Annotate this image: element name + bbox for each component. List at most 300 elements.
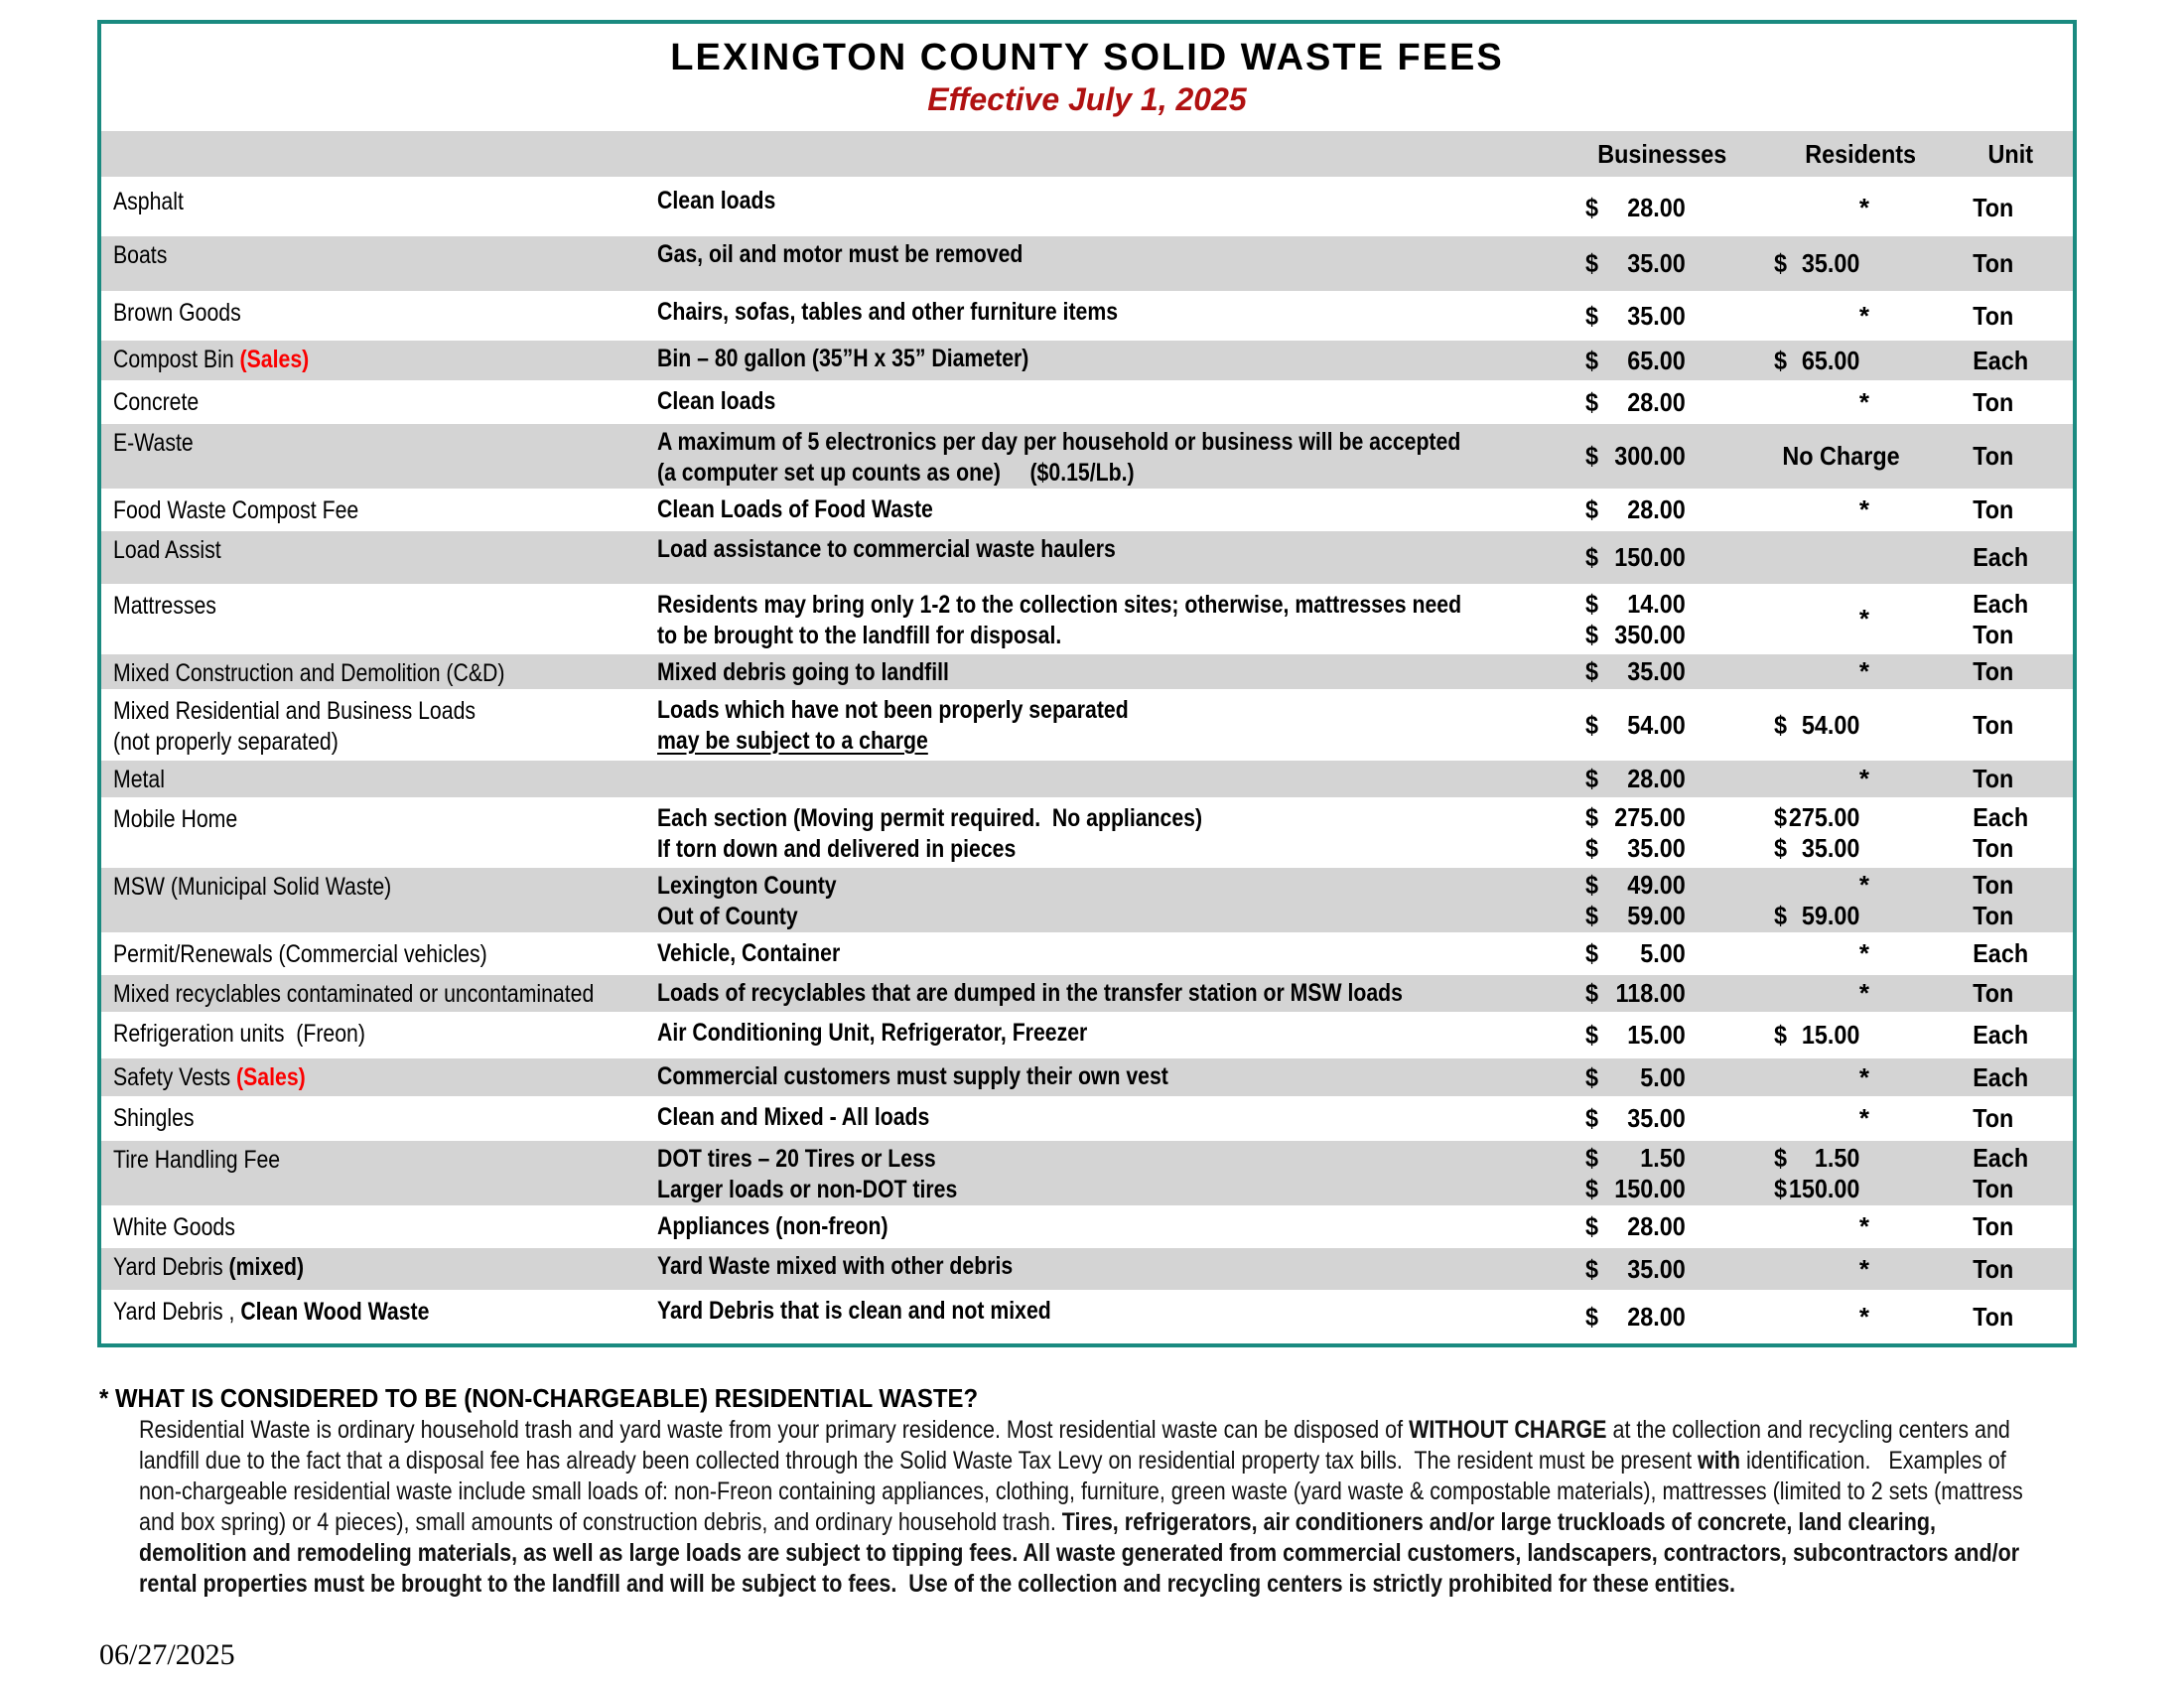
fee-amount: 49.00	[1627, 869, 1686, 900]
description-line	[657, 871, 1551, 902]
text-segment: Concrete	[113, 388, 200, 416]
description-cell	[657, 587, 1551, 651]
text-segment: (not properly separated)	[113, 728, 339, 756]
businesses-fee-value	[1585, 764, 1686, 794]
text-segment: White Goods	[113, 1213, 235, 1241]
item-text	[113, 765, 165, 795]
businesses-fee-value	[1585, 301, 1686, 332]
item-cell	[101, 1141, 657, 1205]
item-line	[113, 298, 657, 329]
footnote	[99, 1382, 2124, 1600]
description-line	[657, 386, 1551, 417]
unit-value: Ton	[1973, 764, 2014, 793]
item-cell	[101, 654, 657, 689]
text-segment: Yard Debris	[113, 1253, 229, 1281]
description-line	[657, 458, 1551, 489]
businesses-cell	[1551, 424, 1774, 489]
item-cell	[101, 800, 657, 865]
description-cell	[657, 236, 1551, 291]
fee-amount: 118.00	[1615, 978, 1686, 1008]
description-text	[657, 1175, 957, 1205]
table-row	[101, 183, 2073, 236]
description-cell	[657, 183, 1551, 233]
businesses-cell	[1551, 294, 1774, 338]
dollar-sign: $	[1774, 248, 1788, 278]
residents-fee-value	[1774, 710, 1859, 741]
description-cell	[657, 975, 1551, 1012]
businesses-cell	[1551, 761, 1774, 797]
unit-value: Ton	[1973, 1211, 2014, 1241]
item-text	[113, 387, 199, 418]
dollar-sign: $	[1585, 938, 1599, 968]
description-text	[657, 1211, 888, 1242]
text-segment: Mixed Construction and Demolition (C&D)	[113, 659, 505, 687]
businesses-fee-value	[1585, 1103, 1686, 1134]
businesses-cell	[1551, 1248, 1774, 1290]
description-text	[657, 978, 1403, 1009]
dollar-sign: $	[1585, 300, 1599, 331]
fee-amount: 275.00	[1788, 801, 1860, 832]
text-segment: Mobile Home	[113, 805, 238, 833]
text-segment: identification. Examples of	[1740, 1447, 2006, 1475]
footnote-text	[139, 1507, 1936, 1538]
businesses-fee-value	[1585, 1254, 1686, 1285]
item-text	[113, 979, 594, 1010]
description-cell	[657, 692, 1551, 758]
businesses-cell	[1551, 800, 1774, 865]
dollar-sign: $	[1585, 494, 1599, 524]
description-text	[657, 239, 1023, 270]
dollar-sign: $	[1585, 900, 1599, 930]
businesses-cell	[1551, 1099, 1774, 1138]
description-cell	[657, 1099, 1551, 1138]
unit-cell	[1948, 341, 2073, 380]
residents-cell	[1774, 341, 1948, 380]
description-text	[657, 902, 798, 932]
description-cell	[657, 531, 1551, 584]
businesses-fee-value	[1585, 978, 1686, 1009]
unit-value: Ton	[1973, 193, 2014, 222]
fee-amount: 150.00	[1614, 542, 1686, 572]
businesses-cell	[1551, 1293, 1774, 1340]
fee-amount: 1.50	[1814, 1142, 1860, 1173]
residents-cell	[1774, 294, 1948, 338]
table-row	[101, 294, 2073, 341]
businesses-cell	[1551, 531, 1774, 584]
dollar-sign: $	[1585, 1142, 1599, 1173]
unit-cell	[1948, 1058, 2073, 1096]
residents-cell	[1774, 935, 1948, 972]
table-row	[101, 1293, 2073, 1343]
businesses-fee-value	[1585, 620, 1686, 650]
dollar-sign: $	[1585, 345, 1599, 375]
text-segment: Clean and Mixed - All loads	[657, 1103, 930, 1131]
description-cell	[657, 383, 1551, 421]
footnote-text	[139, 1569, 1735, 1600]
businesses-cell	[1551, 1015, 1774, 1055]
dollar-sign: $	[1585, 1301, 1599, 1332]
description-cell	[657, 492, 1551, 528]
businesses-fee-value	[1585, 656, 1686, 687]
description-cell	[657, 868, 1551, 932]
description-text	[657, 534, 1116, 565]
item-text	[113, 1297, 429, 1328]
item-cell	[101, 1058, 657, 1096]
residents-asterisk: *	[1858, 300, 1869, 331]
table-row	[101, 587, 2073, 654]
residents-cell	[1774, 975, 1948, 1012]
item-line	[113, 979, 657, 1010]
item-text	[113, 1019, 365, 1050]
dollar-sign: $	[1774, 1142, 1788, 1173]
description-line	[657, 186, 1551, 216]
residents-cell	[1774, 1099, 1948, 1138]
fee-amount: 54.00	[1627, 709, 1686, 740]
unit-value: Ton	[1973, 441, 2014, 471]
text-segment: Chairs, sofas, tables and other furniture items	[657, 298, 1119, 326]
unit-value: Ton	[1973, 709, 2014, 740]
item-cell	[101, 935, 657, 972]
residents-asterisk: *	[1858, 193, 1869, 222]
item-text	[113, 1252, 304, 1283]
fee-amount: 35.00	[1627, 832, 1686, 863]
residents-cell	[1774, 587, 1948, 651]
businesses-cell	[1551, 183, 1774, 233]
fee-amount: 28.00	[1627, 764, 1686, 793]
businesses-fee-value	[1585, 494, 1686, 525]
table-row	[101, 492, 2073, 531]
item-line	[113, 1103, 657, 1134]
description-text	[657, 1296, 1051, 1327]
item-line	[113, 658, 657, 689]
unit-value: Each	[1973, 801, 2029, 832]
unit-cell	[1948, 1015, 2073, 1055]
residents-cell	[1774, 183, 1948, 233]
description-line	[657, 902, 1551, 932]
description-line	[657, 1144, 1551, 1175]
unit-cell	[1948, 1208, 2073, 1245]
dollar-sign: $	[1585, 869, 1599, 900]
description-line	[657, 938, 1551, 969]
fee-amount: 35.00	[1801, 832, 1860, 863]
residents-cell	[1774, 1015, 1948, 1055]
dollar-sign: $	[1585, 978, 1599, 1008]
dollar-sign: $	[1585, 1253, 1599, 1284]
text-segment: Clean loads	[657, 187, 776, 214]
description-line	[657, 657, 1551, 688]
item-line	[113, 387, 657, 418]
description-line	[657, 726, 1551, 757]
text-segment: (Sales)	[239, 346, 310, 373]
item-line	[113, 727, 657, 758]
fee-amount: 35.00	[1627, 1253, 1686, 1284]
description-line	[657, 978, 1551, 1009]
description-text	[657, 726, 928, 757]
footnote-paragraph	[139, 1415, 2124, 1600]
item-cell	[101, 294, 657, 338]
dollar-sign: $	[1585, 709, 1599, 740]
text-segment: Tires, refrigerators, air conditioners and/or large truckloads of concrete, land clearing,	[1061, 1508, 1936, 1536]
description-text	[657, 834, 1016, 865]
description-line	[657, 494, 1551, 525]
description-line	[657, 621, 1551, 651]
item-line	[113, 535, 657, 566]
description-line	[657, 534, 1551, 565]
fee-amount: 14.00	[1627, 588, 1686, 619]
unit-cell	[1948, 800, 2073, 865]
fee-amount: 5.00	[1640, 938, 1686, 968]
footnote-line	[139, 1477, 2124, 1507]
fee-amount: 150.00	[1788, 1173, 1860, 1203]
unit-value: Ton	[1973, 386, 2014, 417]
text-segment: Clean loads	[657, 387, 776, 415]
text-segment: to be brought to the landfill for disposal.	[657, 622, 1062, 649]
unit-value: Each	[1973, 345, 2029, 375]
item-text	[113, 240, 167, 271]
item-cell	[101, 424, 657, 489]
footnote-heading: * WHAT IS CONSIDERED TO BE (NON-CHARGEABLE) RESIDENTIAL WASTE?	[99, 1383, 979, 1413]
businesses-cell	[1551, 236, 1774, 291]
fee-amount: 275.00	[1614, 801, 1686, 832]
item-cell	[101, 692, 657, 758]
item-cell	[101, 236, 657, 291]
description-line	[657, 427, 1551, 458]
residents-asterisk: *	[1858, 494, 1869, 524]
description-line	[657, 1061, 1551, 1092]
footnote-text	[139, 1477, 2023, 1507]
residents-cell	[1774, 654, 1948, 689]
unit-cell	[1948, 935, 2073, 972]
item-line	[113, 1145, 657, 1176]
unit-cell	[1948, 236, 2073, 291]
item-cell	[101, 183, 657, 233]
text-segment: Safety Vests	[113, 1063, 237, 1091]
residents-asterisk: *	[1858, 656, 1869, 686]
description-cell	[657, 1015, 1551, 1055]
fee-amount: 35.00	[1627, 1103, 1686, 1133]
text-segment: Commercial customers must supply their own vest	[657, 1062, 1168, 1090]
item-line	[113, 939, 657, 970]
text-segment: at the collection and recycling centers and	[1606, 1416, 2010, 1444]
item-text	[113, 298, 241, 329]
text-segment: Mixed debris going to landfill	[657, 658, 949, 686]
item-cell	[101, 1015, 657, 1055]
item-cell	[101, 1208, 657, 1245]
residents-cell	[1774, 761, 1948, 797]
unit-value: Each	[1973, 1142, 2029, 1173]
text-segment: A maximum of 5 electronics per day per household or business will be accepted	[657, 428, 1461, 456]
item-line	[113, 696, 657, 727]
text-segment: Air Conditioning Unit, Refrigerator, Freezer	[657, 1019, 1088, 1047]
unit-value: Ton	[1973, 300, 2014, 331]
table-row	[101, 1058, 2073, 1099]
text-segment: Bin – 80 gallon (35”H x 35” Diameter)	[657, 345, 1029, 372]
footnote-line	[139, 1446, 2124, 1477]
table-row	[101, 341, 2073, 383]
residents-cell	[1774, 1208, 1948, 1245]
text-segment: DOT tires – 20 Tires or Less	[657, 1145, 936, 1173]
description-line	[657, 695, 1551, 726]
item-line	[113, 872, 657, 903]
fee-amount: 5.00	[1640, 1061, 1686, 1092]
item-line	[113, 1297, 657, 1328]
businesses-fee-value	[1585, 542, 1686, 573]
dollar-sign: $	[1774, 345, 1788, 375]
residents-cell	[1774, 1058, 1948, 1096]
table-rows	[101, 183, 2073, 1343]
unit-value: Each	[1973, 938, 2029, 968]
item-cell	[101, 492, 657, 528]
text-segment: Mixed Residential and Business Loads	[113, 697, 477, 725]
item-cell	[101, 975, 657, 1012]
residents-asterisk: *	[1858, 1253, 1869, 1284]
unit-cell	[1948, 692, 2073, 758]
description-text	[657, 1102, 929, 1133]
text-segment: Vehicle, Container	[657, 939, 841, 967]
item-text	[113, 1062, 306, 1093]
businesses-cell	[1551, 1208, 1774, 1245]
text-segment: Loads of recyclables that are dumped in the transfer station or MSW loads	[657, 979, 1403, 1007]
residents-asterisk: *	[1858, 1301, 1869, 1332]
description-text	[657, 344, 1028, 374]
description-text	[657, 1251, 1013, 1282]
businesses-fee-value	[1585, 1174, 1686, 1204]
table-row	[101, 236, 2073, 294]
item-text	[113, 428, 194, 459]
text-segment: (a computer set up counts as one) ($0.15/Lb.)	[657, 459, 1135, 487]
unit-cell	[1948, 383, 2073, 421]
residents-asterisk: *	[1858, 1061, 1869, 1092]
unit-value: Ton	[1973, 832, 2014, 863]
item-text	[113, 1212, 235, 1243]
text-segment: Shingles	[113, 1104, 195, 1132]
text-segment: Clean Wood Waste	[240, 1298, 430, 1326]
item-text	[113, 591, 216, 622]
text-segment: Mixed recyclables contaminated or uncontaminated	[113, 980, 595, 1008]
no-charge-value: No Charge	[1782, 441, 1900, 471]
description-text	[657, 186, 775, 216]
fee-table	[97, 20, 2077, 1347]
residents-fee-value	[1774, 901, 1859, 931]
description-text	[657, 427, 1460, 458]
item-line	[113, 1252, 657, 1283]
text-segment: Yard Debris that is clean and not mixed	[657, 1297, 1051, 1325]
residents-fee-value	[1774, 1143, 1859, 1174]
dollar-sign: $	[1585, 764, 1599, 793]
residents-cell	[1774, 492, 1948, 528]
text-segment: Compost Bin	[113, 346, 240, 373]
fee-amount: 35.00	[1801, 248, 1860, 278]
page-title: LEXINGTON COUNTY SOLID WASTE FEES	[670, 37, 1504, 78]
fee-amount: 28.00	[1627, 386, 1686, 417]
description-text	[657, 938, 840, 969]
unit-cell	[1948, 654, 2073, 689]
description-text	[657, 1144, 936, 1175]
table-row	[101, 692, 2073, 761]
text-segment: Each section (Moving permit required. No appliances)	[657, 804, 1203, 832]
text-segment: landfill due to the fact that a disposal fee has already been collected through the Solid Waste Tax Levy on residential property tax bills. The resident must be present	[139, 1447, 1699, 1475]
text-segment: WITHOUT CHARGE	[1409, 1416, 1607, 1444]
text-segment: Food Waste Compost Fee	[113, 496, 359, 524]
description-text	[657, 695, 1129, 726]
businesses-fee-value	[1585, 387, 1686, 418]
dollar-sign: $	[1585, 386, 1599, 417]
fee-amount: 65.00	[1627, 345, 1686, 375]
unit-cell	[1948, 1099, 2073, 1138]
businesses-fee-value	[1585, 193, 1686, 223]
text-segment: Lexington County	[657, 872, 837, 900]
table-row	[101, 1099, 2073, 1141]
unit-cell	[1948, 1293, 2073, 1340]
description-text	[657, 657, 949, 688]
residents-cell	[1774, 1141, 1948, 1205]
fee-amount: 54.00	[1801, 709, 1860, 740]
item-line	[113, 428, 657, 459]
table-row	[101, 1208, 2073, 1248]
description-line	[657, 803, 1551, 834]
unit-value: Ton	[1973, 1253, 2014, 1284]
table-row	[101, 935, 2073, 975]
businesses-fee-value	[1585, 710, 1686, 741]
item-line	[113, 765, 657, 795]
description-line	[657, 239, 1551, 270]
text-segment: Tire Handling Fee	[113, 1146, 281, 1174]
table-row	[101, 761, 2073, 800]
description-cell	[657, 1248, 1551, 1290]
text-segment: Load Assist	[113, 536, 221, 564]
footnote-line	[139, 1507, 2124, 1538]
text-segment: demolition and remodeling materials, as well as large loads are subject to tipping fees. All waste generated from commercial customers, landscapers, contractors, subcontractors and/or	[139, 1539, 2020, 1567]
businesses-cell	[1551, 492, 1774, 528]
dollar-sign: $	[1585, 1103, 1599, 1133]
residents-fee-value	[1774, 802, 1859, 833]
item-text	[113, 1103, 195, 1134]
footnote-text	[139, 1538, 2019, 1569]
fee-amount: 28.00	[1627, 1211, 1686, 1241]
dollar-sign: $	[1585, 193, 1599, 222]
unit-value: Ton	[1973, 1301, 2014, 1332]
residents-asterisk: *	[1858, 1211, 1869, 1241]
item-text	[113, 872, 391, 903]
item-cell	[101, 1099, 657, 1138]
dollar-sign: $	[1774, 900, 1788, 930]
unit-value: Each	[1973, 1020, 2029, 1050]
dollar-sign: $	[1585, 619, 1599, 649]
fee-amount: 28.00	[1627, 193, 1686, 222]
description-cell	[657, 424, 1551, 489]
unit-cell	[1948, 531, 2073, 584]
text-segment: Mattresses	[113, 592, 216, 620]
text-segment: with	[1698, 1447, 1741, 1475]
businesses-fee-value	[1585, 248, 1686, 279]
text-segment: MSW (Municipal Solid Waste)	[113, 873, 392, 901]
item-text	[113, 727, 339, 758]
description-cell	[657, 800, 1551, 865]
dollar-sign: $	[1585, 248, 1599, 278]
item-text	[113, 495, 358, 526]
item-line	[113, 1212, 657, 1243]
text-segment: Boats	[113, 241, 168, 269]
item-text	[113, 1145, 280, 1176]
dollar-sign: $	[1585, 832, 1599, 863]
text-segment: Yard Debris ,	[113, 1298, 241, 1326]
description-text	[657, 494, 933, 525]
unit-value: Ton	[1973, 978, 2014, 1008]
residents-cell	[1774, 531, 1948, 584]
item-text	[113, 696, 476, 727]
businesses-cell	[1551, 975, 1774, 1012]
item-text	[113, 535, 221, 566]
